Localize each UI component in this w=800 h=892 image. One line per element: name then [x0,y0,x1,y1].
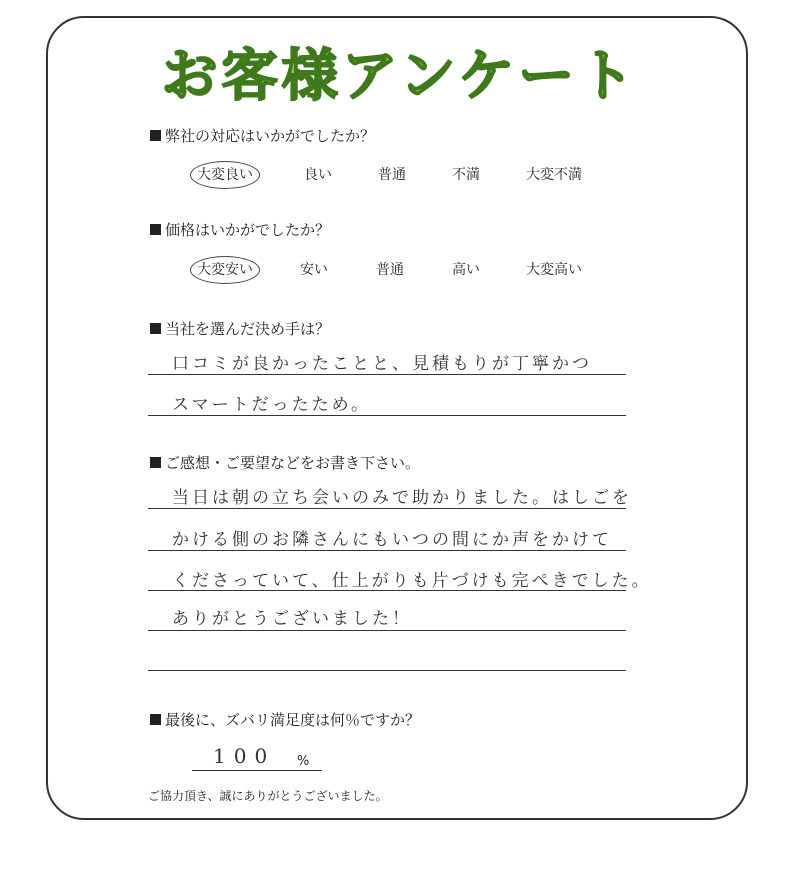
answer-rule [148,550,626,551]
q1-option-5[interactable]: 大変不満 [526,167,582,183]
question-5-label: 最後に、ズバリ満足度は何％ですか？ [165,711,421,729]
question-3 [150,318,330,339]
satisfaction-value: 100 [213,744,276,768]
question-2 [150,219,330,240]
question-1-label: 弊社の対応はいかがでしたか？ [165,127,376,145]
answer-rule [148,374,626,375]
q1-option-2[interactable]: 良い [304,167,332,183]
thank-you-footer: ご協力頂き、誠にありがとうございました。 [148,789,388,803]
question-1-options [180,161,610,189]
q2-option-1[interactable]: 大変安い [190,256,260,284]
square-bullet-icon [150,130,161,141]
survey-title: お客様アンケート [161,44,639,109]
question-2-options [180,256,610,284]
q2-option-3[interactable]: 普通 [376,262,404,278]
answer-rule [148,670,626,671]
q1-option-3[interactable]: 普通 [378,167,406,183]
question-2-label: 価格はいかがでしたか？ [165,221,331,239]
satisfaction-underline [192,770,322,771]
q4-answer-line-3: くださっていて、仕上がりも片づけも完ぺきでした。 [172,571,652,591]
answer-rule [148,590,626,591]
answer-rule [148,508,626,509]
question-3-label: 当社を選んだ決め手は？ [165,320,331,338]
question-4 [150,452,420,473]
square-bullet-icon [150,714,161,725]
answer-rule [148,630,626,631]
q2-option-2[interactable]: 安い [300,262,328,278]
square-bullet-icon [150,224,161,235]
q3-answer-line-2: スマートだったため。 [172,395,371,415]
q4-answer-line-1: 当日は朝の立ち会いのみで助かりました。はしごを [172,488,632,508]
question-1 [150,125,375,146]
q2-option-4[interactable]: 高い [452,262,480,278]
question-4-label: ご感想・ご要望などをお書き下さい。 [165,454,421,472]
q1-option-4[interactable]: 不満 [452,167,480,183]
q3-answer-line-1: 口コミが良かったことと、見積もりが丁寧かつ [172,354,592,374]
q1-option-1[interactable]: 大変良い [190,161,260,189]
percent-unit: % [297,754,310,769]
question-5 [150,709,420,730]
square-bullet-icon [150,323,161,334]
q4-answer-line-4: ありがとうございました！ [172,609,412,629]
q2-option-5[interactable]: 大変高い [526,262,582,278]
square-bullet-icon [150,457,161,468]
answer-rule [148,415,626,416]
q4-answer-line-2: かける側のお隣さんにもいつの間にか声をかけて [172,530,612,550]
